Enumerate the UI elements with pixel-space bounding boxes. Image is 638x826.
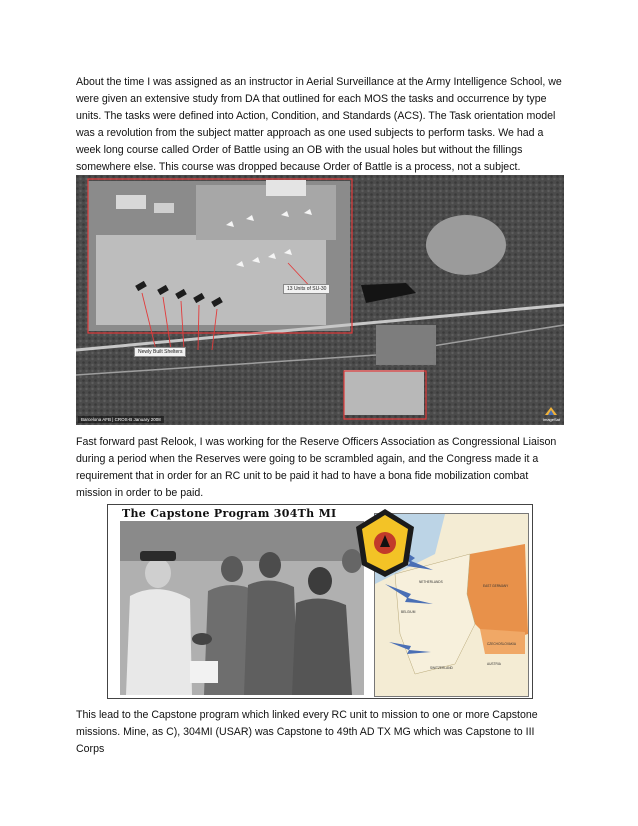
ceremony-photo <box>120 521 364 695</box>
satellite-photo <box>76 175 564 425</box>
label-newly-built-shelters: Newly Built Shelters <box>134 347 186 357</box>
relook-paragraph: Fast forward past Relook, I was working for the Reserve Officers Association as Congressional Liaison during a period when the Reserves were going to be scrambled again, and the Congress made it a requirement that in order for an RC unit to be paid it had to have a bona fide mobilization combat mission in order to be paid. <box>76 436 557 499</box>
satellite-terrain <box>76 175 564 425</box>
imagesat-logo <box>543 406 560 422</box>
imagesat-logo-text: ImageSat <box>542 417 560 422</box>
imagesat-logo-icon <box>544 406 558 416</box>
capstone-title: The Capstone Program 304Th MI <box>122 507 337 520</box>
map-label-czechoslovakia: CZECHOSLOVAKIA <box>487 642 516 646</box>
map-label-belgium: BELGIUM <box>401 610 416 614</box>
label-su30-units: 13 Units of SU-30 <box>283 284 330 294</box>
satellite-caption: Barcelona AFB | CROS-B January 2008 <box>78 416 164 423</box>
map-label-netherlands: NETHERLANDS <box>419 580 443 584</box>
map-label-austria: AUSTRIA <box>487 662 501 666</box>
unit-crest-seal <box>352 507 418 579</box>
capstone-paragraph: This lead to the Capstone program which linked every RC unit to mission to one or more Capstone missions. Mine, as C), 304MI (USAR) was Capstone to 49th AD TX MG which was Capstone to III Corps <box>76 709 538 755</box>
map-label-east-germany: EAST GERMANY <box>483 584 509 588</box>
ceremony-photo-art <box>120 521 364 695</box>
map-label-switzerland: SWITZERLAND <box>430 666 453 670</box>
capstone-composite-image <box>107 504 533 699</box>
intro-paragraph: About the time I was assigned as an instructor in Aerial Surveillance at the Army Intelligence School, we were given an extensive study from DA that outlined for each MOS the tasks and occurrence by type units. The tasks were defined into Action, Condition, and Standards (ACS). The Task orientation model was a revolution from the subject matter approach as one used subjects to perform tasks. We had a week long course called Order of Battle using an OB with the usual holes but without the fillings somewhere else. This course was dropped because Order of Battle is a process, not a subject. <box>76 76 562 173</box>
